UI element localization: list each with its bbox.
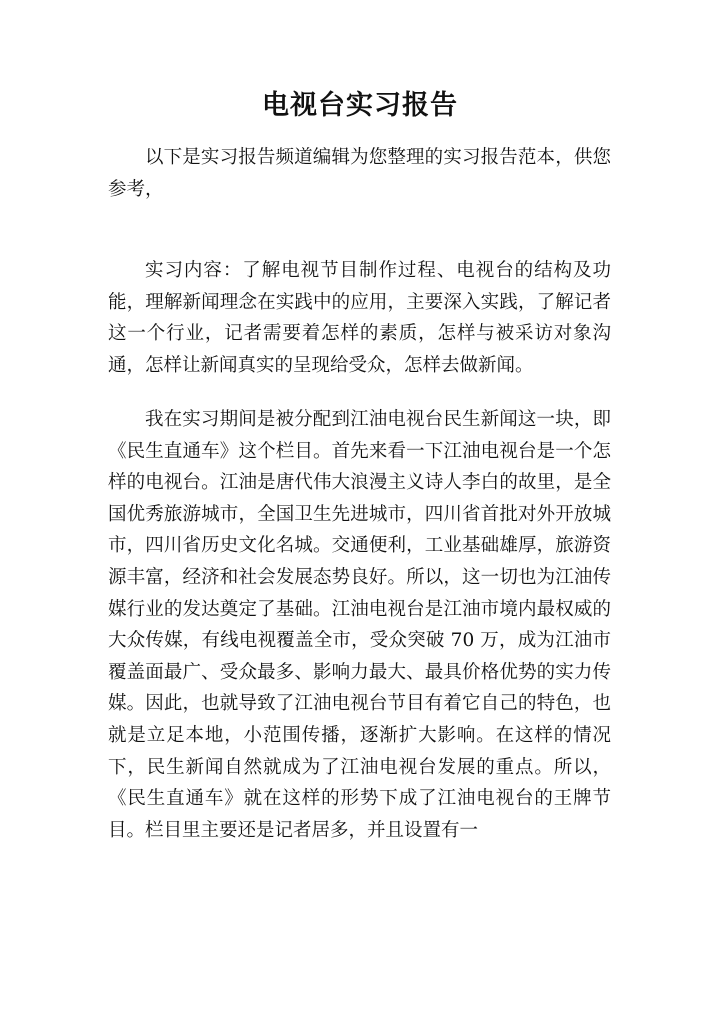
body-paragraph: 我在实习期间是被分配到江油电视台民生新闻这一块，即《民生直通车》这个栏目。首先来看一下江油电视台是一个怎样的电视台。江油是唐代伟大浪漫主义诗人李白的故里，是全国优秀旅游城市，全国卫生先进城市，四川省首批对外开放城市，四川省历史文化名城。交通便利，工业基础雄厚，旅游资源丰富，经济和社会发展态势良好。所以，这一切也为江油传媒行业的发达奠定了基础。江油电视台是江油市境内最权威的大众传媒，有线电视覆盖全市，受众突破 70 万，成为江油市覆盖面最广、受众最多、影响力最大、最具价格优势的实力传媒。因此，也就导致了江油电视台节目有着它自己的特色，也就是立足本地，小范围传播，逐渐扩大影响。在这样的情况下，民生新闻自然就成为了江油电视台发展的重点。所以，《民生直通车》就在这样的形势下成了江油电视台的王牌节目。栏目里主要还是记者居多，并且设置有一 [108,409,611,841]
body-paragraph: 实习内容：了解电视节目制作过程、电视台的结构及功能，理解新闻理念在实践中的应用，主要深入实践，了解记者这一个行业，记者需要着怎样的素质，怎样与被采访对象沟通，怎样让新闻真实的呈现给受众，怎样去做新闻。 [108,260,611,376]
document-title: 电视台实习报告 [262,90,458,121]
intro-paragraph: 以下是实习报告频道编辑为您整理的实习报告范本，供您参考， [108,147,611,200]
